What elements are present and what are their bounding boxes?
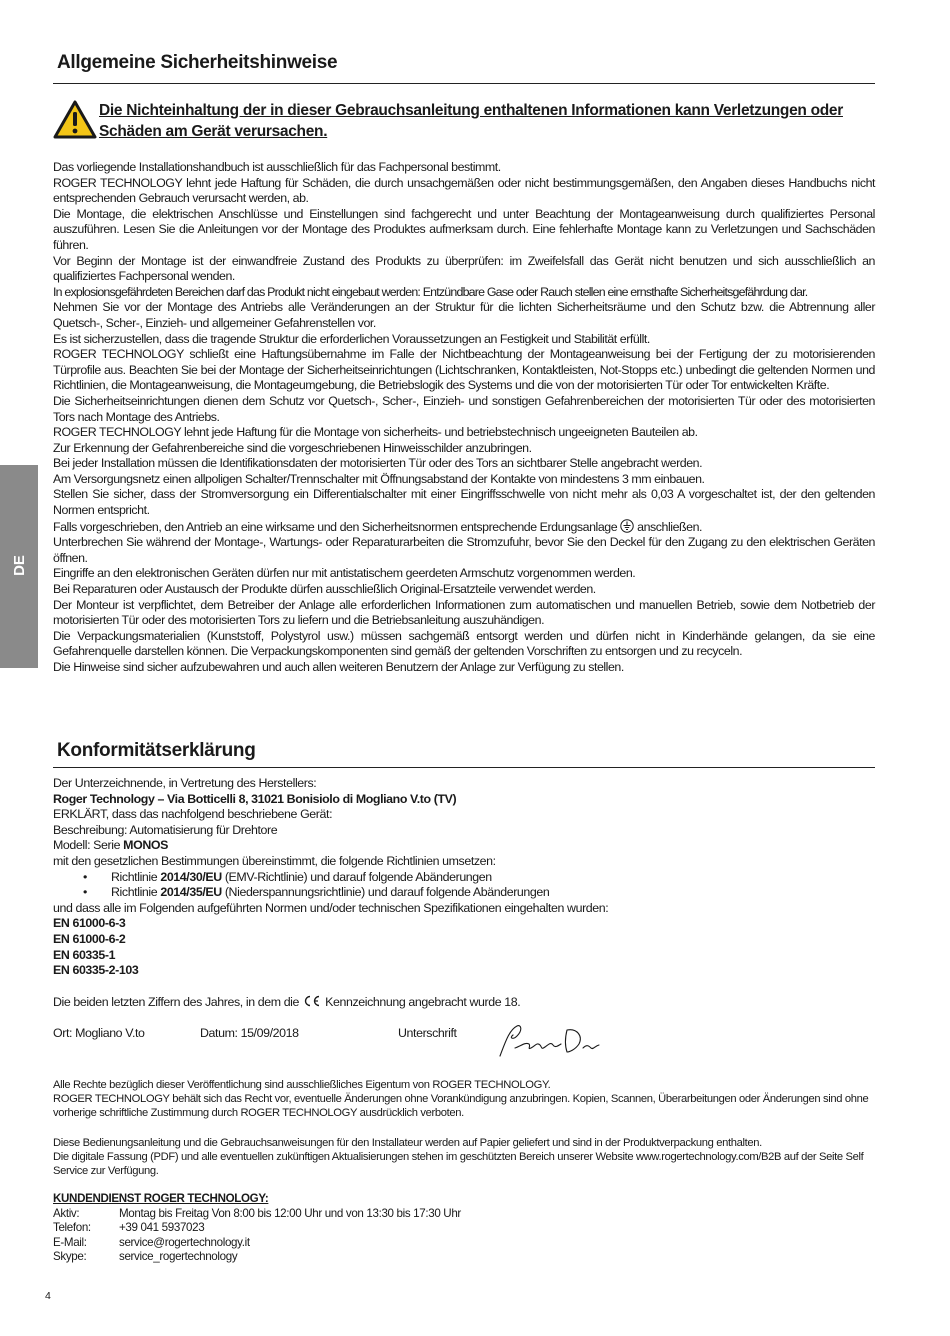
warning-box (53, 98, 875, 148)
warning-triangle-icon (53, 100, 97, 140)
paragraph: Die Sicherheitseinrichtungen dienen dem Schutz vor Quetsch-, Scher-, Einzieh- und sonstigen Gefahrenbereichen der motorisierten Tür oder des motorisierten Tors nach Montage des Antriebs. (53, 393, 875, 424)
ce-marking-line: Die beiden letzten Ziffern des Jahres, in dem die Kennzeichnung angebracht wurde 18. (53, 994, 521, 1009)
customer-service-block (53, 1192, 875, 1265)
grounding-text-after: anschließen. (637, 519, 703, 534)
declaration-line: und dass alle im Folgenden aufgeführten Normen und/oder technischen Spezifikationen eingehalten wurden: (53, 900, 609, 915)
paragraph: Bei Reparaturen oder Austausch der Produkte dürfen ausschließlich Original-Ersatzteile verwendet werden. (53, 582, 596, 597)
paragraph: ROGER TECHNOLOGY lehnt jede Haftung für die Montage von sicherheits- und betriebstechnisch ungeeigneten Bauteilen ab. (53, 425, 698, 440)
place: Ort: Mogliano V.to (53, 1026, 145, 1040)
ce-mark-icon (302, 995, 322, 1007)
page-number: 4 (45, 1290, 51, 1302)
paragraph: Die Montage, die elektrischen Anschlüsse und Einstellungen sind fachgerecht und unter Beachtung der Montageanweisung durch qualifiziertes Personal auszuführen. Lesen Sie die Anleitungen vor der Montage des Produktes aufmerksam durch. Eine fehlerhafte Montage kann zu Verletzungen und Sachschäden führen. (53, 206, 875, 252)
directive-item: • Richtlinie 2014/30/EU (EMV-Richtlinie) und darauf folgende Abänderungen (83, 869, 492, 884)
model-name: MONOS (123, 838, 168, 853)
standard-item: EN 60335-1 (53, 947, 116, 962)
documentation-notice (53, 1136, 875, 1178)
service-row: Telefon: +39 041 5937023 (53, 1221, 205, 1235)
grounding-text-before: Falls vorgeschrieben, den Antrieb an eine wirksame und den Sicherheitsnormen entsprechende Erdungsanlage (53, 519, 618, 534)
paragraph: Nehmen Sie vor der Montage des Antriebs alle Veränderungen an der Struktur für die lichten Sicherheitsräume und den Schutz bzw. die Abtrennung aller Quetsch-, Scher-, Einzieh- und allgemeiner Gefahrenstellen vor. (53, 300, 875, 330)
paragraph: Es ist sicherzustellen, dass die tragende Struktur die erforderlichen Voraussetzungen an Festigkeit und Stabilität erfüllt. (53, 331, 650, 346)
standard-item: EN 60335-2-103 (53, 963, 139, 978)
service-title: KUNDENDIENST ROGER TECHNOLOGY: (53, 1192, 269, 1205)
paragraph: Vor Beginn der Montage ist der einwandfreie Zustand des Produkts zu überprüfen: im Zweifelsfall das Gerät nicht benutzen und sich ausschließlich an qualifiziertes Fachpersonal wenden. (53, 253, 875, 284)
model-line: Modell: Serie MONOS (53, 838, 168, 853)
directive-item: • Richtlinie 2014/35/EU (Niederspannungsrichtlinie) und darauf folgende Abänderungen (83, 885, 550, 900)
service-row: E-Mail: service@rogertechnology.it (53, 1235, 250, 1249)
paragraph: ROGER TECHNOLOGY schließt eine Haftungsübernahme im Falle der Nichtbeachtung der Montageanweisung bei der Fertigung der zu motorisierenden Türprofile aus. Beachten Sie bei der Montage der Sicherheitseinrichtungen (Lichtschranken, Kontaktleisten, Not-Stopps etc.) unbedingt die geltenden Normen und Richtlinien, die Montageanweisung, die Montageumgebung, die Betriebslogik des Systems und die von der motorisierten Tür oder Tor entwickelten Kräfte. (53, 347, 875, 393)
standard-item: EN 61000-6-3 (53, 916, 126, 931)
declaration-line: ERKLÄRT, dass das nachfolgend beschriebene Gerät: (53, 807, 333, 822)
paragraph: Stellen Sie sicher, dass der Stromversorgung ein Differentialschalter mit einer Eingriffsschwelle von nicht mehr als 0,03 A vorgeschaltet ist, der den geltenden Normen entspricht. (53, 487, 875, 518)
date: Datum: 15/09/2018 (200, 1026, 299, 1040)
paragraph: ROGER TECHNOLOGY lehnt jede Haftung für Schäden, die durch unsachgemäßen oder nicht bestimmungsgemäßen, den Angaben dieses Handbuchs nicht entsprechenden Gebrauch verursacht werden, ab. (53, 175, 875, 206)
grounding-paragraph (53, 519, 875, 536)
language-tab-label: DE (10, 554, 28, 576)
ground-symbol-icon (620, 519, 634, 533)
paragraph: Unterbrechen Sie während der Montage-, Wartungs- oder Reparaturarbeiten die Stromzufuhr, bevor Sie den Deckel für den Zugang zu den elektrischen Geräten öffnen. (53, 535, 875, 565)
legal-line: Diese Bedienungsanleitung und die Gebrauchsanweisungen für den Installateur werden auf Papier geliefert und sind in der Produktverpackung enthalten. (53, 1137, 762, 1149)
service-row: Skype: service_rogertechnology (53, 1250, 238, 1264)
paragraph: Die Hinweise sind sicher aufzubewahren und auch allen weiteren Benutzern der Anlage zur Verfügung zu stellen. (53, 660, 624, 674)
paragraph: Zur Erkennung der Gefahrenbereiche sind die vorgeschriebenen Hinweisschilder anzubringen. (53, 440, 532, 455)
safety-paragraphs (53, 160, 875, 676)
paragraph: Das vorliegende Installationshandbuch ist ausschließlich für das Fachpersonal bestimmt. (53, 160, 501, 174)
handwritten-signature (495, 1018, 605, 1063)
warning-text: Die Nichteinhaltung der in dieser Gebrauchsanleitung enthaltenen Informationen kann Verletzungen oder Schäden am Gerät verursachen. (99, 102, 843, 140)
standard-item: EN 61000-6-2 (53, 931, 126, 946)
declaration-line: Der Unterzeichnende, in Vertretung des Herstellers: (53, 776, 317, 790)
paragraph: Am Versorgungsnetz einen allpoligen Schalter/Trennschalter mit Öffnungsabstand der Kontakte von mindestens 3 mm einbauen. (53, 471, 705, 486)
paragraph: In explosionsgefährdeten Bereichen darf das Produkt nicht eingebaut werden: Entzündbare Gase oder Rauch stellen eine ernsthafte Sicherheitsgefährdung dar. (53, 284, 808, 299)
legal-line: Die digitale Fassung (PDF) und alle eventuellen zukünftigen Aktualisierungen stehen im geschützten Bereich unserer Website www.rogertechnology.com/B2B auf der Seite Self Service zur Verfügung. (53, 1151, 864, 1177)
paragraph: Die Verpackungsmaterialien (Kunststoff, Polystyrol usw.) müssen sachgemäß entsorgt werden und dürfen nicht in Kinderhände gelangen, da sie eine Gefahrenquelle darstellen können. Die Verpackungskomponenten sind gemäß der geltenden Vorschriften zu entsorgen und zu recyceln. (53, 628, 875, 659)
paragraph: Der Monteur ist verpflichtet, dem Betreiber der Anlage alle erforderlichen Informationen zum automatischen und manuellen Betrieb, sowie dem Notbetrieb der motorisierten Tür oder des motorisierten Tors zu liefern und die Betriebsanleitung auszuhändigen. (53, 597, 875, 628)
legal-line: ROGER TECHNOLOGY behält sich das Recht vor, eventuelle Änderungen ohne Vorankündigung anzubringen. Kopien, Scannen, Überarbeitungen oder Änderungen sind ohne vorherige schriftliche Zustimmung durch ROGER TECHNOLOGY ausdrücklich verboten. (53, 1093, 869, 1119)
conformity-declaration (53, 776, 875, 1010)
section-title-safety: Allgemeine Sicherheitshinweise (57, 52, 338, 73)
copyright-notice (53, 1078, 875, 1120)
service-row: Aktiv: Montag bis Freitag Von 8:00 bis 12:00 Uhr und von 13:30 bis 17:30 Uhr (53, 1206, 461, 1220)
title-rule (53, 83, 875, 84)
legal-line: Alle Rechte bezüglich dieser Veröffentlichung sind ausschließliches Eigentum von ROGER TECHNOLOGY. (53, 1079, 551, 1091)
declaration-line: mit den gesetzlichen Bestimmungen übereinstimmt, die folgende Richtlinien umsetzen: (53, 853, 496, 868)
manufacturer-address: Roger Technology – Via Botticelli 8, 31021 Bonisiolo di Mogliano V.to (TV) (53, 791, 457, 806)
declaration-line: Beschreibung: Automatisierung für Drehtore (53, 822, 278, 837)
paragraph: Eingriffe an den elektronischen Geräten dürfen nur mit antistatischem geerdeten Armschutz vorgenommen werden. (53, 566, 636, 581)
section-title-conformity: Konformitätserklärung (57, 740, 256, 761)
signature-label: Unterschrift (398, 1026, 457, 1040)
paragraph: Bei jeder Installation müssen die Identifikationsdaten der motorisierten Tür oder des Tors an sichtbarer Stelle angebracht werden. (53, 456, 703, 471)
title-rule (53, 767, 875, 768)
signature-row (53, 1026, 875, 1066)
